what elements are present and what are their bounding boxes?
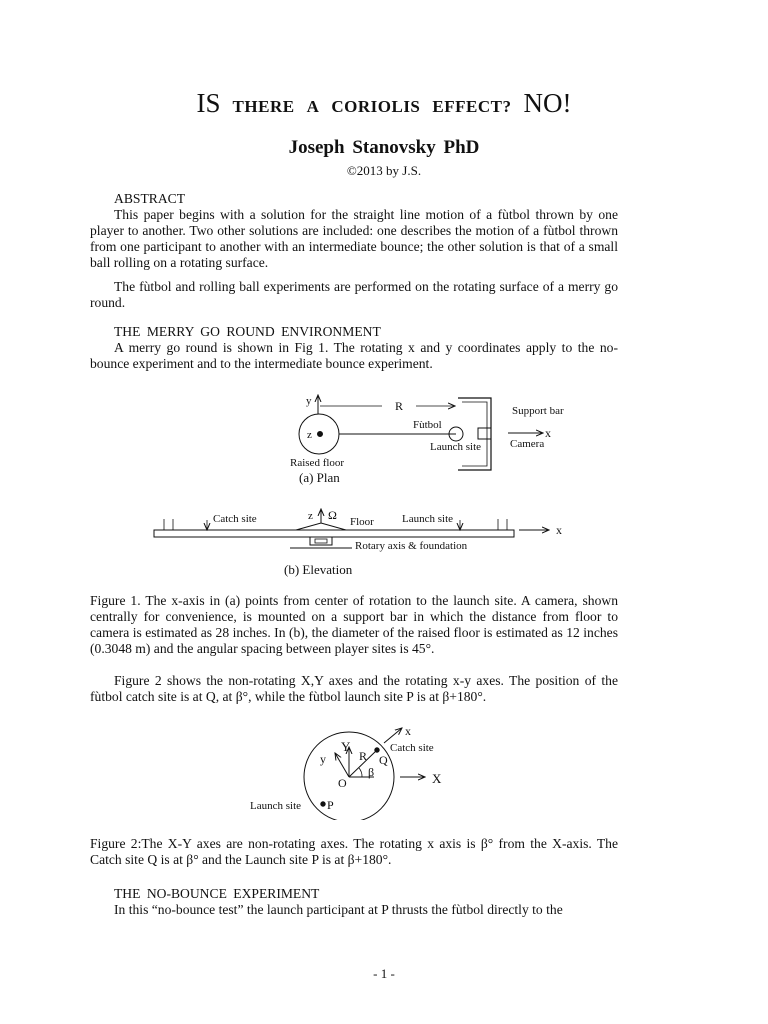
fig2-Y-label: Y (341, 739, 351, 754)
title-word-is: IS (196, 88, 221, 118)
raised-floor-label: Raised floor (290, 457, 345, 469)
figure-2-intro-block (90, 673, 618, 705)
figure-1-diagram (0, 385, 768, 585)
paper-title (0, 88, 768, 119)
fig2-y-label: y (320, 752, 326, 766)
elevation-z-label: z (308, 510, 313, 522)
rotating-x-axis (384, 728, 402, 743)
abstract-section (90, 191, 618, 311)
rotary-axis-block (310, 537, 332, 545)
copyright-line: ©2013 by J.S. (346, 163, 422, 178)
no-bounce-section (90, 886, 618, 918)
figure-1-caption: Figure 1. The x-axis in (a) points from center of rotation to the launch site. A camera, shown centrally for convenience, is mounted on a support bar in which the distance from floor to camera is estimated as 28 inches. In (b), the diameter of the raised floor is estimated as 12 inches (0.3048 m) and the angular spacing between player sites is 45°. (90, 593, 618, 656)
section-heading-no-bounce: THE NO-BOUNCE EXPERIMENT (114, 886, 320, 901)
fig2-R-label: R (359, 749, 368, 763)
author-name: Joseph Stanovsky PhD (288, 137, 480, 158)
fig2-P-label: P (327, 798, 334, 812)
fig2-beta-label: β (368, 765, 375, 779)
merry-go-round-floor (154, 530, 514, 537)
figure-2-intro-paragraph: Figure 2 shows the non-rotating X,Y axes and the rotating x-y axes. The position of the fùtbol catch site is at Q, at β°, while the fùtbol launch site P is at β+180°. (90, 673, 618, 704)
omega-label: Ω (328, 508, 337, 522)
abstract-heading: ABSTRACT (114, 191, 186, 206)
merry-go-round-section (90, 324, 618, 372)
rotation-center-dot (318, 432, 323, 437)
camera-label: Camera (510, 438, 545, 450)
elevation-caption: (b) Elevation (284, 562, 353, 577)
catch-site-dot (375, 748, 379, 752)
elevation-x-label: x (556, 523, 562, 537)
page-number: - 1 - (373, 966, 395, 981)
plan-r-label: R (395, 399, 404, 413)
no-bounce-paragraph: In this “no-bounce test” the launch participant at P thrusts the fùtbol directly to the (114, 902, 563, 917)
title-word-coriolis: CORIOLIS (331, 97, 421, 116)
plan-view (290, 395, 564, 485)
figure-2-diagram (0, 720, 768, 820)
section-heading-environment: THE MERRY GO ROUND ENVIRONMENT (114, 324, 381, 339)
plan-x-label: x (545, 426, 551, 440)
floor-label: Floor (350, 516, 374, 528)
launch-site-dot (321, 802, 325, 806)
environment-paragraph: A merry go round is shown in Fig 1. The rotating x and y coordinates apply to the no-bounce experiment and to the intermediate bounce experiment. (90, 340, 618, 371)
abstract-paragraph-2: The fùtbol and rolling ball experiments are performed on the rotating surface of a merry go round. (90, 279, 618, 310)
fig2-O-label: O (338, 776, 347, 790)
title-word-a: A (306, 97, 320, 116)
fig2-launch-site-label: Launch site (250, 800, 302, 812)
title-word-there: THERE (232, 97, 295, 116)
fig2-Q-label: Q (379, 753, 388, 767)
rotating-y-axis (335, 753, 349, 777)
elevation-view (154, 508, 562, 577)
title-word-effect: EFFECT? (432, 97, 512, 116)
title-word-no: NO! (523, 88, 572, 118)
support-bar-label: Support bar (512, 405, 564, 417)
rotary-axis-label: Rotary axis & foundation (355, 540, 468, 552)
elevation-catch-site-label: Catch site (213, 513, 257, 525)
plan-y-label: y (306, 395, 312, 407)
fig2-x-label: x (405, 724, 411, 738)
plan-z-label: z (307, 429, 312, 441)
figure-2-caption: Figure 2:The X-Y axes are non-rotating axes. The rotating x axis is β° from the X-axis. The Catch site Q is at β° and the Launch site P is at β+180°. (90, 836, 618, 867)
figure-1-caption-block (90, 593, 618, 657)
camera-box (478, 428, 491, 439)
abstract-paragraph-1: This paper begins with a solution for the straight line motion of a fùtbol thrown by one player to another. Two other solutions are included: one describes the motion of a fùtbol thrown from one participant to another with an intermediate bounce; the other solution is that of a small ball rolling on a rotating surface. (90, 207, 618, 270)
raised-floor-profile (296, 523, 346, 530)
figure-2-caption-block (90, 836, 618, 868)
fig2-X-label: X (432, 771, 442, 786)
futbol-label: Fùtbol (413, 419, 442, 431)
elevation-launch-site-label: Launch site (402, 513, 454, 525)
plan-launch-site-label: Launch site (430, 441, 482, 453)
plan-caption: (a) Plan (299, 470, 340, 485)
fig2-catch-site-label: Catch site (390, 742, 434, 754)
